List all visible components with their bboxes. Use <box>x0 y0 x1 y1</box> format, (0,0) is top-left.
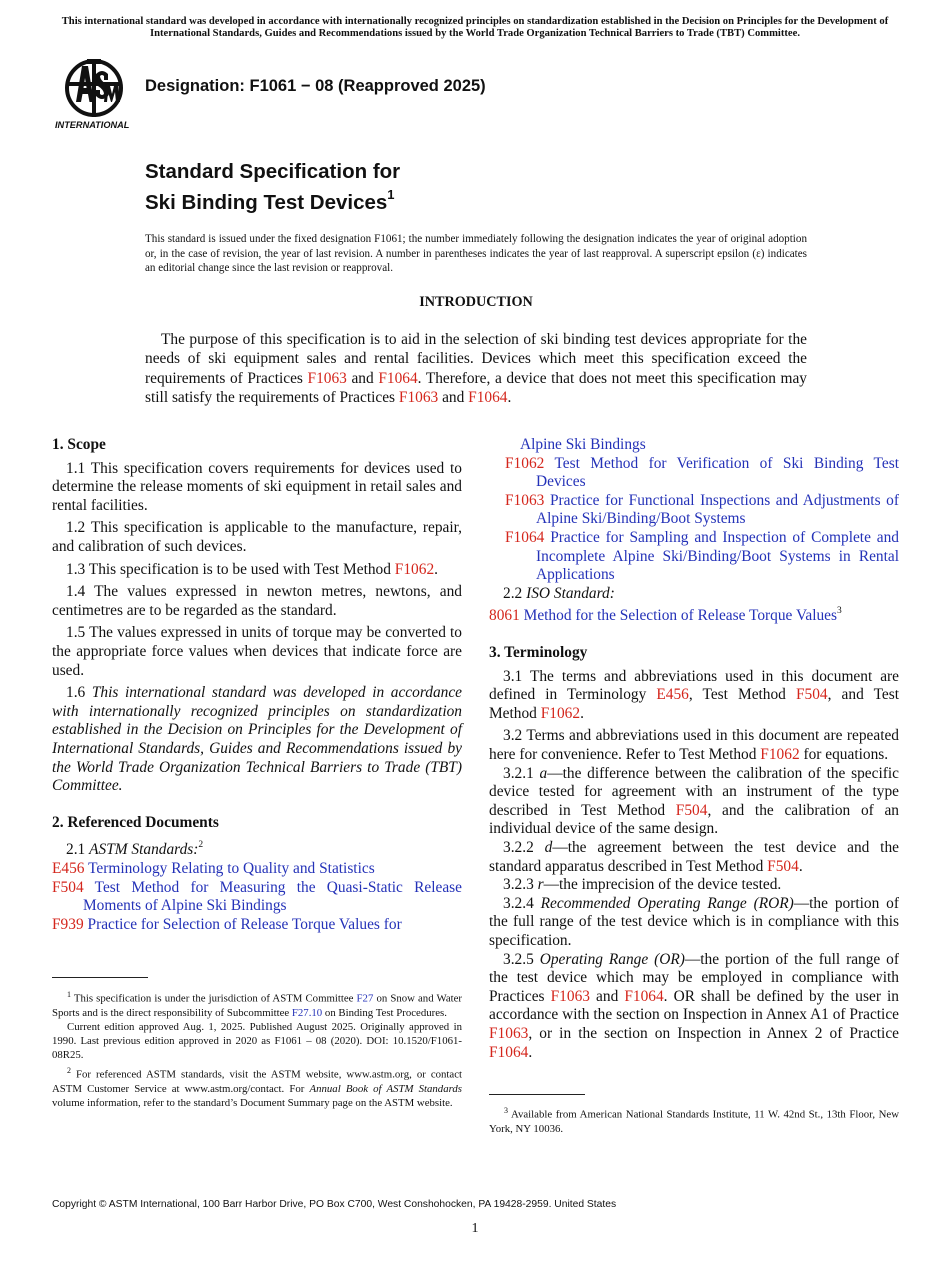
footnote-1-text-a: This specification is under the jurisdiction of ASTM Committee <box>71 992 357 1005</box>
astm-logo <box>54 56 134 132</box>
ref-link-e456[interactable]: E456 <box>656 686 689 704</box>
ref-link-e456[interactable]: E456 <box>52 860 85 877</box>
footnote-3-mark: 3 <box>504 1106 508 1115</box>
ref-title-f939[interactable]: Practice for Selection of Release Torque Values for <box>87 915 402 933</box>
footnote-2-italic: Annual Book of ASTM Standards <box>309 1082 462 1095</box>
term-3-2-5-d: , or in the section on Inspection in Annex 2 of Practice <box>528 1024 899 1042</box>
term-3-2-2-num: 3.2.2 <box>503 839 545 856</box>
term-3-2-5-a: —the portion of the full range of the test device which may be employed in compliance with Practices <box>489 950 899 1005</box>
subcommittee-link-f27-10[interactable]: F27.10 <box>291 1006 323 1019</box>
right-column <box>489 436 899 1062</box>
term-3-2-3-num: 3.2.3 <box>503 876 538 894</box>
term-3-2-5-term: Operating Range (OR) <box>539 950 685 968</box>
title-line-2-text: Ski Binding Test Devices <box>145 190 388 214</box>
footnote-rule-right <box>489 1094 585 1095</box>
term-3-2-4-term: Recommended Operating Range (ROR) <box>540 894 794 912</box>
footnote-rule-left <box>52 977 148 978</box>
logo-label: INTERNATIONAL <box>55 120 130 130</box>
ref-title-f1064[interactable]: Practice for Sampling and Inspection of Complete and Incomplete Alpine Ski/Binding/Boot Systems in Rental Applications <box>536 528 899 584</box>
footnote-3-text: Available from American National Standards Institute, 11 W. 42nd St., 13th Floor, New York, NY 10036. <box>489 1108 899 1135</box>
ref-link-f1063[interactable]: F1063 <box>307 369 347 387</box>
intro-text-2: and <box>346 369 379 387</box>
iso-standard-num: 2.2 <box>503 584 527 602</box>
term-3-2-5-e: . <box>528 1043 533 1061</box>
term-3-1-b: , Test Method <box>688 686 796 704</box>
ref-link-f1062[interactable]: F1062 <box>394 560 435 578</box>
term-3-2-b: for equations. <box>799 746 889 764</box>
title-line-1: Standard Specification for <box>145 160 401 183</box>
footnote-1 <box>52 988 462 1020</box>
term-3-1-c: , and Test Method <box>489 686 899 722</box>
terminology-3-2-4 <box>489 895 899 951</box>
intro-text-5: . <box>507 389 512 407</box>
ref-link-f1064[interactable]: F1064 <box>624 987 664 1005</box>
scope-1-6-num: 1.6 <box>66 684 92 702</box>
scope-1-2: 1.2 This specification is applicable to the manufacture, repair, and calibration of such devices. <box>52 519 462 555</box>
term-3-2-3-term: r <box>537 876 544 894</box>
scope-1-3-text: 1.3 This specification is to be used with Test Method <box>66 560 395 578</box>
committee-link-f27[interactable]: F27 <box>356 992 374 1005</box>
ref-link-f1064[interactable]: F1064 <box>489 1043 529 1061</box>
ref-link-f1064[interactable]: F1064 <box>505 528 545 546</box>
ref-title-f1062[interactable]: Test Method for Verification of Ski Binding Test Devices <box>536 454 899 491</box>
reference-f504 <box>52 879 462 916</box>
reference-f1063 <box>505 492 899 529</box>
left-column <box>52 436 462 934</box>
scope-1-5: 1.5 The values expressed in units of torque may be converted to the appropriate force values when devices that indicate force are used. <box>52 624 462 679</box>
terminology-3-2-1 <box>489 765 899 839</box>
astm-standards-label <box>52 837 462 860</box>
term-3-2-a: 3.2 Terms and abbreviations used in this document are repeated here for convenience. Refer to Test Method <box>489 727 899 764</box>
copyright-notice: Copyright © ASTM International, 100 Barr Harbor Drive, PO Box C700, West Conshohocken, PA 19428-2959. United States <box>52 1199 617 1210</box>
terminology-3-2-2 <box>489 839 899 876</box>
ref-link-f504[interactable]: F504 <box>52 878 84 896</box>
iso-standard-text: ISO Standard: <box>526 584 615 602</box>
document-title <box>145 159 645 215</box>
term-3-2-2-term: d <box>544 839 553 856</box>
scope-1-1: 1.1 This specification covers requirements for devices used to determine the release moments of ski equipment in retail sales and rental facilities. <box>52 459 462 514</box>
reference-f939 <box>52 916 462 935</box>
term-3-2-2-a: —the agreement between the test device and the standard apparatus described in Test Method <box>489 839 899 875</box>
footnote-1-text-b: on Snow and Water Sports and is the direct responsibility of Subcommittee <box>52 992 462 1019</box>
term-3-2-1-b: , and the calibration of an individual device of the same design. <box>489 801 900 838</box>
page-number: 1 <box>471 1221 479 1236</box>
reference-e456 <box>52 860 462 879</box>
footnote-mark-2: 2 <box>198 840 204 851</box>
ref-link-f1062[interactable]: F1062 <box>540 704 581 722</box>
footnote-2-text-a: For referenced ASTM standards, visit the ASTM website, www.astm.org, or contact ASTM Customer Service at www.astm.org/contact. For <box>52 1068 462 1095</box>
ref-title-e456[interactable]: Terminology Relating to Quality and Statistics <box>88 860 375 877</box>
term-3-2-5-c: . OR shall be defined by the user in accordance with the section on Inspection in Annex A1 of Practice <box>489 987 899 1024</box>
term-3-2-1-num: 3.2.1 <box>503 764 540 782</box>
terminology-3-2-3 <box>489 876 899 895</box>
terminology-3-2 <box>489 727 899 764</box>
scope-1-6 <box>52 684 462 796</box>
astm-standards-num: 2.1 <box>66 841 90 859</box>
footnote-2-text-b: volume information, refer to the standard’s Document Summary page on the ASTM website. <box>52 1096 453 1109</box>
footnote-1-edition: Current edition approved Aug. 1, 2025. Published August 2025. Originally approved in 1990. Last previous edition approved in 2020 as F1061 – 08 (2020). DOI: 10.1520/F1061-08R25. <box>52 1021 462 1062</box>
term-3-1-a: 3.1 The terms and abbreviations used in this document are defined in Terminology <box>489 667 899 704</box>
ref-title-f1063[interactable]: Practice for Functional Inspections and Adjustments of Alpine Ski/Binding/Boot Systems <box>536 491 899 528</box>
term-3-2-2-b: . <box>798 857 803 875</box>
ref-title-8061[interactable]: Method for the Selection of Release Torque Values <box>523 607 837 625</box>
footnote-1-text-c: on Binding Test Procedures. <box>322 1006 447 1019</box>
intro-text-3: . Therefore, a device that does not meet this specification may still satisfy the requirements of Practices <box>145 369 807 407</box>
term-3-2-1-a: —the difference between the calibration of the specific device tested for agreement with an instrument of the type described in Test Method <box>489 764 899 819</box>
ref-link-f1063[interactable]: F1063 <box>505 491 545 509</box>
title-footnote-mark: 1 <box>387 187 395 202</box>
footnote-2-mark: 2 <box>67 1066 71 1076</box>
footnotes-right <box>489 1104 899 1137</box>
introduction-heading: INTRODUCTION <box>419 294 533 310</box>
ref-link-f1063[interactable]: F1063 <box>489 1024 529 1042</box>
reference-f1062 <box>505 455 899 492</box>
ref-link-8061[interactable]: 8061 <box>489 607 520 625</box>
term-3-2-4-a: —the portion of the full range of the test device which is in compliance with this specification. <box>489 894 899 949</box>
designation: Designation: F1061 − 08 (Reapproved 2025) <box>145 77 486 95</box>
reference-f939-continued <box>489 436 899 455</box>
astm-standards-text: ASTM Standards: <box>89 841 199 859</box>
ref-title-f939-cont[interactable]: Alpine Ski Bindings <box>520 436 646 453</box>
scope-1-6-text: This international standard was developed in accordance with internationally recognized principles on standardization established in the Decision on Principles for the Development of International Standards, Guides and Recommendations issued by the World Trade Organization Technical Barriers to Trade (TBT) Committee. <box>52 684 462 795</box>
iso-standard-label <box>489 585 899 604</box>
intro-text-4: and <box>438 389 469 407</box>
scope-1-3 <box>52 561 462 580</box>
introduction-text <box>145 330 807 408</box>
section-heading-terminology: 3. Terminology <box>489 644 588 662</box>
footnotes-left <box>52 988 462 1111</box>
issue-note: This standard is issued under the fixed designation F1061; the number immediately following the designation indicates the year of original adoption or, in the case of revision, the year of last revision. A number in parentheses indicates the year of last reapproval. A superscript epsilon (ε) indicates an editorial change since the last revision or reapproval. <box>145 233 807 275</box>
section-heading-referenced-documents: 2. Referenced Documents <box>52 813 219 831</box>
ref-link-f1064[interactable]: F1064 <box>468 389 508 407</box>
term-3-2-5-num: 3.2.5 <box>503 950 540 968</box>
scope-1-4: 1.4 The values expressed in newton metres, newtons, and centimetres are to be regarded as the standard. <box>52 583 462 619</box>
terminology-3-1 <box>489 668 899 724</box>
ref-link-f1062[interactable]: F1062 <box>760 746 800 764</box>
ref-link-f1064[interactable]: F1064 <box>378 369 418 387</box>
ref-link-f939[interactable]: F939 <box>52 915 84 933</box>
term-3-2-4-num: 3.2.4 <box>503 894 541 912</box>
top-notice: This international standard was developed in accordance with internationally recognized principles on standardization established in the Decision on Principles for the Development of International Standards, Guides and Recommendations issued by the World Trade Organization Technical Barriers to Trade (TBT) Committee. <box>61 16 889 40</box>
reference-iso-8061 <box>489 603 899 626</box>
ref-link-f504[interactable]: F504 <box>675 801 708 819</box>
ref-link-f1062[interactable]: F1062 <box>505 454 545 472</box>
ref-link-f1063[interactable]: F1063 <box>550 987 590 1005</box>
title-line-2 <box>145 184 645 215</box>
intro-text-1: The purpose of this specification is to aid in the selection of ski binding test devices appropriate for the needs of ski equipment sales and rental facilities. Devices which meet this specification exceed the requirements of Practices <box>145 331 807 387</box>
term-3-1-d: . <box>580 704 584 722</box>
footnote-3 <box>489 1104 899 1136</box>
term-3-2-1-term: a <box>539 764 548 782</box>
ref-link-f504[interactable]: F504 <box>767 857 799 875</box>
footnote-mark-3: 3 <box>837 606 842 617</box>
terminology-3-2-5 <box>489 951 899 1063</box>
footnote-2 <box>52 1064 462 1110</box>
term-3-2-3-a: —the imprecision of the device tested. <box>543 876 782 894</box>
ref-link-f1063[interactable]: F1063 <box>398 389 439 407</box>
term-3-2-5-b: and <box>589 987 625 1005</box>
scope-1-3-end: . <box>434 560 438 578</box>
ref-title-f504[interactable]: Test Method for Measuring the Quasi-Static Release Moments of Alpine Ski Bindings <box>83 878 462 915</box>
reference-f1064 <box>505 529 899 585</box>
ref-link-f504[interactable]: F504 <box>795 686 828 704</box>
section-heading-scope: 1. Scope <box>52 436 106 453</box>
footnote-1-mark: 1 <box>67 990 71 999</box>
